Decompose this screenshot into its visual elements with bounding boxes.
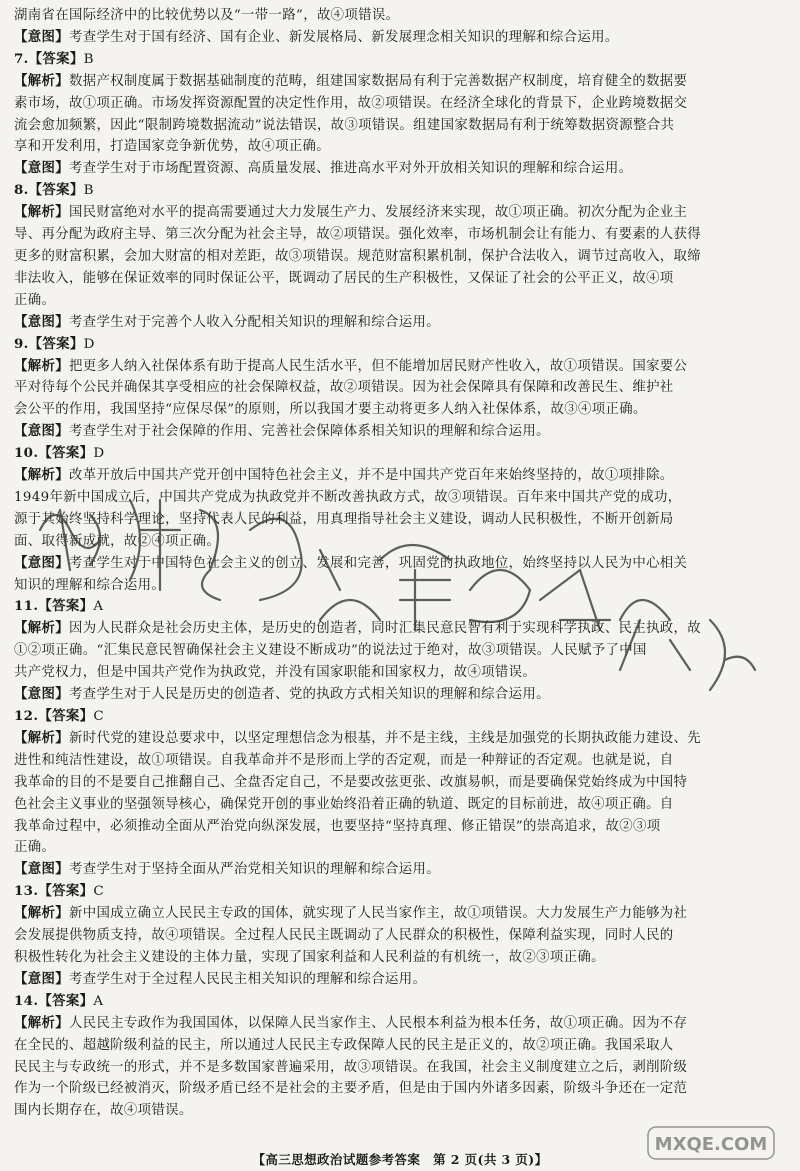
text-line: 【意图】考查学生对于完善个人收入分配相关知识的理解和综合运用。 [14,313,440,330]
text-line: 导、再分配为政府主导、第三次分配为社会主导，故②项错误。强化效率，市场机制会让有能力、有要素的人获得 [14,227,702,243]
section-tag: 【意图】 [14,313,69,330]
text-line: 【解析】国民财富绝对水平的提高需要通过大力发展生产力、发展经济来实现，故①项正确。初次分配为企业主 [14,204,688,221]
text-line: 【解析】数据产权制度属于数据基础制度的范畴，组建国家数据局有利于完善数据产权制度，培育健全的数据要 [14,72,688,89]
text-line: 共产党权力，但是中国共产党作为执政党，并没有国家职能和国家权力，故④项错误。 [14,665,537,681]
section-tag: 【解析】 [14,905,69,922]
section-tag: 14.【答案】 [14,992,94,1009]
section-tag: 【意图】 [14,861,69,878]
text-line: 作为一个阶级已经被消灭，阶级矛盾已经不是社会的主要矛盾，但是由于国内外诸多因素，阶级斗争还在一定范 [14,1081,688,1097]
section-tag: 【意图】 [14,554,69,571]
section-tag: 9.【答案】 [14,335,84,352]
text-line: 【解析】因为人民群众是社会历史主体，是历史的创造者，同时汇集民意民智有利于实现科学执政、民主执政，故 [14,620,702,637]
text-line: 湖南省在国际经济中的比较优势以及“一带一路”，故④项错误。 [14,8,400,23]
section-tag: 10.【答案】 [14,445,94,462]
text-line: 更多的财富积累，会加大财富的相对差距，故③项错误。规范财富积累机制，保护合法收入，调节过高收入，取缔 [14,248,702,264]
text-line: 我革命过程中，必须推动全面从严治党向纵深发展，也要坚持“坚持真理、修正错误”的崇高追求，故②③项 [14,818,661,834]
text-line: 享和开发利用，打造国家竞争新优势，故④项正确。 [14,139,331,155]
section-tag: 【意图】 [14,970,69,987]
section-tag: 【解析】 [14,620,69,637]
text-line: 【意图】考查学生对于坚持全面从严治党相关知识的理解和综合运用。 [14,861,440,878]
text-line: 【意图】考查学生对于人民是历史的创造者、党的执政方式相关知识的理解和综合运用。 [14,686,550,703]
section-tag: 【解析】 [14,204,69,221]
section-tag: 11.【答案】 [14,598,94,615]
text-line: 8.【答案】B [14,182,94,199]
section-tag: 13.【答案】 [14,883,94,900]
text-line: 【解析】把更多人纳入社保体系有助于提高人民生活水平，但不能增加居民财产性收入，故①项错误。国家要公 [14,357,688,374]
text-line: 我革命的目的不是要自己推翻自己、全盘否定自己，不是要改弦更张、改旗易帜，而是要确保党始终成为中国特 [14,774,688,790]
text-line: 【解析】人民民主专政作为我国国体，以保障人民当家作主、人民根本利益为根本任务，故①项正确。因为不存 [14,1014,688,1031]
text-line: 积极性转化为社会主义建设的主体力量，实现了国家利益和人民利益的有机统一，故②③项正确。 [14,949,605,965]
text-line: 【意图】考查学生对于国有经济、国有企业、新发展格局、新发展理念相关知识的理解和综合运用。 [14,28,619,45]
text-line: 在全民的、超越阶级利益的民主，所以通过人民民主专政保障人民的民主是正义的，故②项正确。我国采取人 [14,1037,674,1053]
text-line: 素市场，故①项正确。市场发挥资源配置的决定性作用，故②项错误。在经济全球化的背景下，企业跨境数据交 [14,95,688,111]
text-line: 9.【答案】D [14,335,95,352]
text-line: 【解析】新时代党的建设总要求中，以坚定理想信念为根基，并不是主线，主线是加强党的长期执政能力建设、先 [14,729,702,746]
text-line: 会公平的作用，我国坚持“应保尽保”的原则，所以我国才要主动将更多人纳入社保体系，故③④项正确。 [14,402,647,418]
text-line: 12.【答案】C [14,708,104,724]
text-line: 民民主与专政统一的形式，并不是多数国家普遍采用，故③项错误。在我国，社会主义制度建立之后，剥削阶级 [14,1059,688,1075]
section-tag: 【解析】 [14,1014,69,1031]
text-line: 围内长期存在，故④项错误。 [14,1103,193,1119]
text-line: 正确。 [14,292,56,308]
text-line: ①②项正确。“汇集民意民智确保社会主义建设不断成功”的说法过于绝对，故③项错误。人民赋予了中国 [14,643,647,659]
answer-key-body [14,5,790,1122]
text-line: 进性和纯洁性建设，故①项错误。自我革命并不是形而上学的否定观，而是一种辩证的否定观。也就是说，自 [14,752,674,768]
section-tag: 12.【答案】 [14,708,94,724]
text-line: 会发展提供物质支持，故④项错误。全过程人民民主既调动了人民群众的积极性，保障利益实现，同时人民的 [14,928,674,944]
text-line: 【意图】考查学生对于中国特色社会主义的创立、发展和完善，巩固党的执政地位，始终坚持以人民为中心相关 [14,554,688,571]
section-tag: 【解析】 [14,729,69,746]
text-line: 14.【答案】A [14,992,104,1009]
text-line: 【解析】新中国成立确立人民民主专政的国体，就实现了人民当家作主，故①项错误。大力发展生产力能够为社 [14,905,688,922]
text-line: 【意图】考查学生对于社会保障的作用、完善社会保障体系相关知识的理解和综合运用。 [14,423,550,440]
text-line: 7.【答案】B [14,50,94,67]
text-line: 1949年新中国成立后，中国共产党成为执政党并不断改善执政方式，故③项错误。百年来中国共产党的成功， [14,489,682,505]
text-line: 色社会主义事业的坚强领导核心，确保党开创的事业始终沿着正确的轨道、既定的目标前进，故④项正确。自 [14,796,674,812]
text-line: 面、取得新成就，故②④项正确。 [14,533,221,549]
text-line: 正确。 [14,840,56,856]
section-tag: 【解析】 [14,72,69,89]
section-tag: 8.【答案】 [14,182,84,199]
page-footer: 【高三思想政治试题参考答案 第 2 页(共 3 页)】 [252,1152,548,1167]
text-line: 【解析】改革开放后中国共产党开创中国特色社会主义，并不是中国共产党百年来始终坚持的，故①项排除。 [14,467,674,484]
text-line: 11.【答案】A [14,598,104,615]
text-line: 【意图】考查学生对于市场配置资源、高质量发展、推进高水平对外开放相关知识的理解和综合运用。 [14,160,633,177]
section-tag: 【意图】 [14,423,69,440]
text-line: 源于其始终坚持科学理论，坚持代表人民的利益，用真理指导社会主义建设，调动人民积极性，不断开创新局 [14,511,674,527]
section-tag: 【解析】 [14,467,69,484]
text-line: 【意图】考查学生对于全过程人民民主相关知识的理解和综合运用。 [14,970,427,987]
text-line: 非法收入，能够在保证效率的同时保证公平，既调动了居民的生产积极性，又保证了社会的公平正义，故④项 [14,270,674,286]
section-tag: 【解析】 [14,357,69,374]
section-tag: 【意图】 [14,160,69,177]
text-line: 流会愈加频繁，因此“限制跨境数据流动”说法错误，故③项错误。组建国家数据局有利于统筹数据资源整合共 [14,117,675,133]
text-line: 平对待每个公民并确保其享受相应的社会保障权益，故②项错误。因为社会保障具有保障和改善民生、维护社 [14,380,674,396]
section-tag: 【意图】 [14,28,69,45]
text-line: 10.【答案】D [14,445,105,462]
section-tag: 【意图】 [14,686,69,703]
text-line: 13.【答案】C [14,883,104,900]
svg-text:MXQE.COM: MXQE.COM [654,1134,768,1155]
section-tag: 7.【答案】 [14,50,84,67]
text-line: 知识的理解和综合运用。 [14,577,166,593]
